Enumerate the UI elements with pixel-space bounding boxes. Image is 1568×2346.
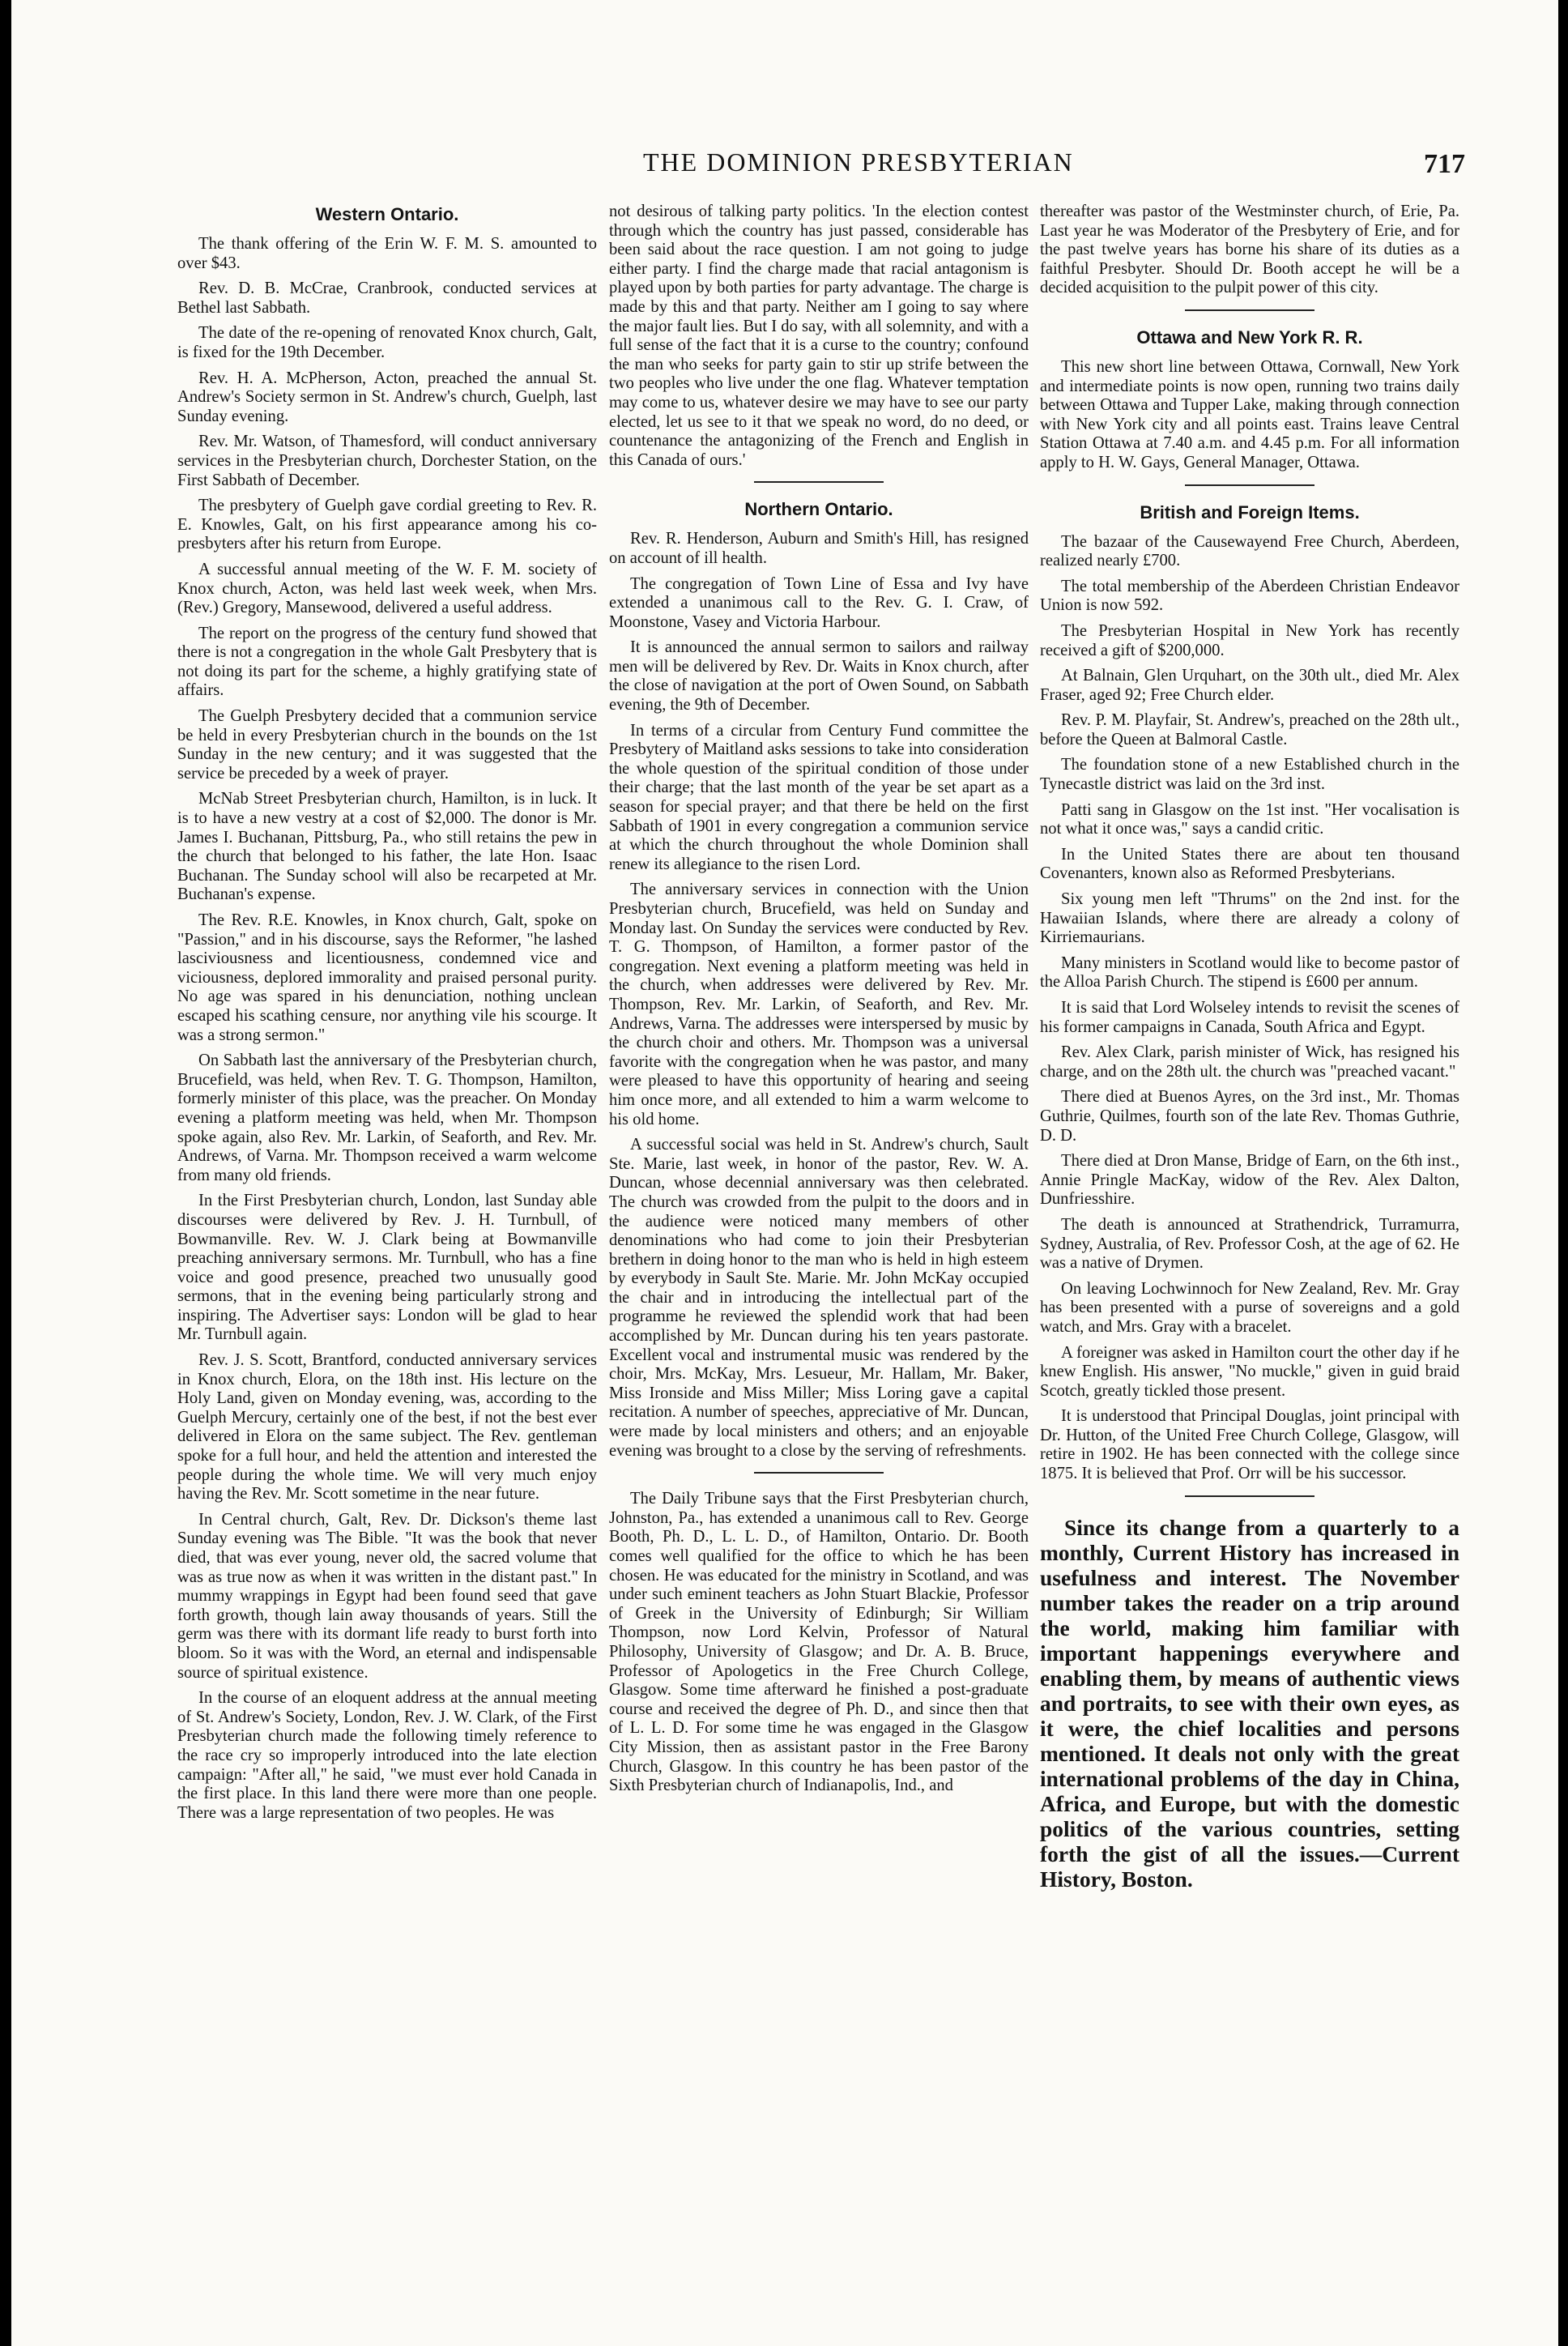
news-paragraph: The anniversary services in connection with the Union Presbyterian church, Brucefield, was held on Sunday and Monday last. On Sunday the services were conducted by Rev. T. G. Thompson, of Hamilton, a former pastor of the congregation. Next evening a platform meeting was held in the church, when addresses were delivered by Rev. Mr. Thompson, Rev. Mr. Larkin, of Seaforth, and Rev. Mr. Andrews, Varna. The addresses were interspersed by music by the church choir and others. Mr. Thompson was a universal favorite with the congregation when he was pastor, and many were pleased to have this opportunity of hearing and seeing him once more, and all extended to him a warm welcome to his old home. xyxy=(609,881,1029,1128)
news-paragraph: The Guelph Presbytery decided that a communion service be held in every Presbyterian church in the bounds on the 1st Sunday in the new century; and it was suggested that the service be preceded by a week of prayer. xyxy=(177,707,597,783)
news-paragraph: At Balnain, Glen Urquhart, on the 30th ult., died Mr. Alex Fraser, aged 92; Free Church elder. xyxy=(1040,667,1459,704)
section-divider xyxy=(1185,309,1314,311)
bleed-through-smudge xyxy=(1234,2220,1445,2268)
news-paragraph: In the First Presbyterian church, London, last Sunday able discourses were delivered by Rev. J. H. Turnbull, of Bowmanville. Rev. W. J. Clark being at Bowmanville preaching anniversary sermons. Mr. Turnbull, who has a fine voice and good presence, preached two unusually good sermons, that in the evening being particularly strong and inspiring. The Advertiser says: London will be glad to hear Mr. Turnbull again. xyxy=(177,1192,597,1344)
news-paragraph: The report on the progress of the century fund showed that there is not a congregation in the whole Galt Presbytery that is not doing its part for the scheme, a highly gratifying state of affairs. xyxy=(177,624,597,700)
column-3 xyxy=(1040,203,1459,1898)
news-paragraph: Rev. J. S. Scott, Brantford, conducted anniversary services in Knox church, Elora, on the 18th inst. His lecture on the Holy Land, given on Monday evening, was, according to the Guelph Mercury, certainly one of the best, if not the best ever delivered in Elora on the same subject. The Rev. gentleman spoke for a full hour, and held the attention and interested the people during the whole time. We will very much enjoy having the Rev. Mr. Scott sometime in the near future. xyxy=(177,1351,597,1504)
news-paragraph: The presbytery of Guelph gave cordial greeting to Rev. R. E. Knowles, Galt, on his first appearance among his co-presbyters after his return from Europe. xyxy=(177,497,597,553)
news-paragraph: The Rev. R.E. Knowles, in Knox church, Galt, spoke on "Passion," and in his discourse, says the Reformer, "he lashed lasciviousness and licentiousness, condemned vice and viciousness, deplored immorality and praised personal purity. No age was spared in his denunciation, nothing unclean escaped his scathing censure, nor anything vile his scourge. It was a strong sermon." xyxy=(177,911,597,1044)
section-divider xyxy=(1185,1495,1314,1497)
section-heading: Northern Ontario. xyxy=(744,499,893,520)
news-paragraph: On leaving Lochwinnoch for New Zealand, Rev. Mr. Gray has been presented with a purse of sovereigns and a gold watch, and Mrs. Gray with a bracelet. xyxy=(1040,1279,1459,1336)
news-paragraph: Rev. H. A. McPherson, Acton, preached the annual St. Andrew's Society sermon in St. Andrew's church, Guelph, last Sunday evening. xyxy=(177,369,597,425)
column-1 xyxy=(177,203,597,1829)
news-paragraph: In Central church, Galt, Rev. Dr. Dickson's theme last Sunday evening was The Bible. "It was the book that never died, that was ever young, never old, the sacred volume that was as true now as when it was written in the distant past." In mummy wrappings in Egypt had been found seed that gave forth growth, though lain away thousands of years. Still the germ was there with its dormant life ready to burst forth into bloom. So it was with the Word, an eternal and indispensable source of spiritual existence. xyxy=(177,1510,597,1682)
notice-paragraph: Since its change from a quarterly to a monthly, Current History has increased in usefulness and interest. The November number takes the reader on a trip around the world, making him familiar with important happenings everywhere and enabling them, by means of authentic views and portraits, to see with their own eyes, as it were, the chief localities and persons mentioned. It deals not only with the great international problems of the day in China, Africa, and Europe, but with the domestic politics of the various countries, setting forth the gist of all the issues.—Current History, Boston. xyxy=(1040,1514,1459,1892)
news-paragraph: Many ministers in Scotland would like to become pastor of the Alloa Parish Church. The stipend is £600 per annum. xyxy=(1040,953,1459,992)
news-paragraph: This new short line between Ottawa, Cornwall, New York and intermediate points is now open, running two trains daily between Ottawa and Tupper Lake, making through connection with New York city and all points east. Trains leave Central Station Ottawa at 7.40 a.m. and 4.45 p.m. For all information apply to H. W. Gays, General Manager, Ottawa. xyxy=(1040,357,1459,471)
news-paragraph: McNab Street Presbyterian church, Hamilton, is in luck. It is to have a new vestry at a cost of $2,000. The donor is Mr. James I. Buchanan, Pittsburg, Pa., who still retains the pew in the church that belonged to his father, the late Hon. Isaac Buchanan. The Sunday school will also be recarpeted at Mr. Buchanan's expense. xyxy=(177,790,597,904)
news-paragraph: The Daily Tribune says that the First Presbyterian church, Johnston, Pa., has extended a unanimous call to Rev. George Booth, Ph. D., L. L. D., of Hamilton, Ontario. Dr. Booth comes well qualified for the office to which he has been chosen. He was educated for the ministry in Scotland, and was under such eminent teachers as John Stuart Blackie, Professor of Greek in the University of Edinburgh; Sir William Thompson, now Lord Kelvin, Professor of Natural Philosophy, University of Glasgow; and Dr. A. B. Bruce, Professor of Apologetics in the Free Church College, Glasgow. Some time afterward he finished a post-graduate course and received the degree of Ph. D., and since then that of L. L. D. For some time he was engaged in the Glasgow City Mission, then as assistant pastor in the Free Barony Church, Glasgow. In this country he has been pastor of the Sixth Presbyterian church of Indianapolis, Ind., and xyxy=(609,1490,1029,1795)
news-paragraph: It is understood that Principal Douglas, joint principal with Dr. Hutton, of the United Free Church College, Glasgow, will retire in 1902. He has been connected with the college since 1875. It is believed that Prof. Orr will be his successor. xyxy=(1040,1407,1459,1483)
news-paragraph: There died at Buenos Ayres, on the 3rd inst., Mr. Thomas Guthrie, Quilmes, fourth son of the late Rev. Thomas Guthrie, D. D. xyxy=(1040,1088,1459,1145)
news-paragraph: Six young men left "Thrums" on the 2nd inst. for the Hawaiian Islands, where there are already a colony of Kirriemaurians. xyxy=(1040,890,1459,947)
news-paragraph: A successful annual meeting of the W. F. M. society of Knox church, Acton, was held last week week, when Mrs. (Rev.) Gregory, Mansewood, delivered a useful address. xyxy=(177,560,597,617)
section-divider xyxy=(1185,484,1314,486)
news-paragraph: A foreigner was asked in Hamilton court the other day if he knew English. His answer, "No muckle," given in guid braid Scotch, greatly tickled those present. xyxy=(1040,1343,1459,1400)
news-paragraph: There died at Dron Manse, Bridge of Earn, on the 6th inst., Annie Pringle MacKay, widow of the Rev. Alex Dalton, Dunfriesshire. xyxy=(1040,1152,1459,1209)
news-paragraph: The congregation of Town Line of Essa and Ivy have extended a unanimous call to the Rev. G. I. Craw, of Moonstone, Vasey and Victoria Harbour. xyxy=(609,574,1029,631)
news-paragraph: Rev. R. Henderson, Auburn and Smith's Hill, has resigned on account of ill health. xyxy=(609,530,1029,567)
news-paragraph: thereafter was pastor of the Westminster church, of Erie, Pa. Last year he was Moderator of the Presbytery of Erie, and for the past twelve years has borne his share of its duties as a faithful Presbyter. Should Dr. Booth accept he will be a decided acquisition to the pulpit power of this city. xyxy=(1040,203,1459,297)
news-paragraph: On Sabbath last the anniversary of the Presbyterian church, Brucefield, was held, when Rev. T. G. Thompson, Hamilton, formerly minister of this place, was the preacher. On Monday evening a platform meeting was held, when Mr. Thompson spoke again, also Rev. Mr. Larkin, of Seaforth, and Rev. Mr. Andrews, of Varna. Mr. Thompson received a warm welcome from many old friends. xyxy=(177,1051,597,1184)
news-paragraph: It is announced the annual sermon to sailors and railway men will be delivered by Rev. Dr. Waits in Knox church, after the close of navigation at the port of Owen Sound, on Sabbath evening, the 9th of December. xyxy=(609,638,1029,714)
section-divider xyxy=(754,481,884,483)
section-heading: Western Ontario. xyxy=(315,204,459,224)
news-paragraph: The bazaar of the Causewayend Free Church, Aberdeen, realized nearly £700. xyxy=(1040,532,1459,570)
newspaper-page xyxy=(11,0,1558,2346)
page-number: 717 xyxy=(1424,149,1465,179)
news-paragraph: Rev. D. B. McCrae, Cranbrook, conducted services at Bethel last Sabbath. xyxy=(177,279,597,317)
news-paragraph: A successful social was held in St. Andrew's church, Sault Ste. Marie, last week, in honor of the pastor, Rev. W. A. Duncan, whose decennial anniversary was then celebrated. The church was crowded from the pulpit to the doors and in the audience were noticed many members of other denominations who had come to join their Presbyterian brethern in doing honor to the man who is held in high esteem by everybody in Sault Ste. Marie. Mr. John McKay occupied the chair and in introducing the intellectual part of the programme he reviewed the splendid work that had been accomplished by Mr. Duncan during his ten years pastorate. Excellent vocal and instrumental music was rendered by the choir, Mrs. McKay, Mrs. Lesueur, Mr. Hallam, Mr. Baker, Miss Ironside and Miss Miller; Miss Loring gave a capital recitation. A number of speeches, appreciative of Mr. Duncan, were made by local ministers and others; and an enjoyable evening was brought to a close by the serving of refreshments. xyxy=(609,1136,1029,1460)
news-paragraph: The date of the re-opening of renovated Knox church, Galt, is fixed for the 19th December. xyxy=(177,324,597,361)
column-2 xyxy=(609,203,1029,1802)
news-paragraph: The total membership of the Aberdeen Christian Endeavor Union is now 592. xyxy=(1040,577,1459,615)
news-paragraph: Rev. Alex Clark, parish minister of Wick, has resigned his charge, and on the 28th ult. the church was "preached vacant." xyxy=(1040,1043,1459,1081)
news-paragraph: The foundation stone of a new Established church in the Tynecastle district was laid on the 3rd inst. xyxy=(1040,756,1459,794)
news-paragraph: The death is announced at Strathendrick, Turramurra, Sydney, Australia, of Rev. Professor Cosh, at the age of 62. He was a native of Drymen. xyxy=(1040,1215,1459,1273)
news-paragraph: Rev. P. M. Playfair, St. Andrew's, preached on the 28th ult., before the Queen at Balmoral Castle. xyxy=(1040,711,1459,749)
section-divider xyxy=(754,1472,884,1474)
news-paragraph: Patti sang in Glasgow on the 1st inst. "Her vocalisation is not what it once was," says a candid critic. xyxy=(1040,800,1459,838)
news-paragraph: In the United States there are about ten thousand Covenanters, known also as Reformed Presbyterians. xyxy=(1040,845,1459,883)
running-title: THE DOMINION PRESBYTERIAN xyxy=(643,147,1074,177)
section-heading: British and Foreign Items. xyxy=(1140,501,1360,523)
news-paragraph: Rev. Mr. Watson, of Thamesford, will conduct anniversary services in the Presbyterian church, Dorchester Station, on the First Sabbath of December. xyxy=(177,433,597,489)
current-history-notice xyxy=(1040,1515,1459,1892)
news-paragraph: It is said that Lord Wolseley intends to revisit the scenes of his former campaigns in Canada, South Africa and Egypt. xyxy=(1040,999,1459,1036)
news-paragraph: The Presbyterian Hospital in New York has recently received a gift of $200,000. xyxy=(1040,621,1459,659)
news-paragraph: In terms of a circular from Century Fund committee the Presbytery of Maitland asks sessions to take into consideration the whole question of the spiritual condition of those under their charge; that the last month of the year be set apart as a season for special prayer; and that there be held on the first Sabbath of 1901 in every congregation a communion service at which the church throughout the whole Dominion shall renew its allegiance to the risen Lord. xyxy=(609,721,1029,873)
news-paragraph: not desirous of talking party politics. 'In the election contest through which the country has just passed, considerable has been said about the race question. I am not going to judge either party. I find the charge made that racial antagonism is played upon by both parties for party advantage. The charge is made by this and that party. Neither am I going to say where the major fault lies. But I do say, with all solemnity, and with a full sense of the fact that it is a curse to the country; confound the man who seeks for party gain to stir up strife between the two peoples who live under the one flag. Whatever temptation may come to us, whatever desire we may have to see our party elected, let us see to it that we speak no word, do no deed, or countenance the antagonizing of the French and English in this Canada of ours.' xyxy=(609,203,1029,469)
news-paragraph: In the course of an eloquent address at the annual meeting of St. Andrew's Society, London, Rev. J. W. Clark, of the First Presbyterian church made the following timely reference to the race cry so improperly introduced into the late election campaign: "After all," he said, "we must ever hold Canada in the first place. In this land there were more than one people. There was a large representation of two peoples. He was xyxy=(177,1689,597,1822)
news-paragraph: The thank offering of the Erin W. F. M. S. amounted to over $43. xyxy=(177,235,597,272)
section-heading: Ottawa and New York R. R. xyxy=(1136,326,1363,348)
